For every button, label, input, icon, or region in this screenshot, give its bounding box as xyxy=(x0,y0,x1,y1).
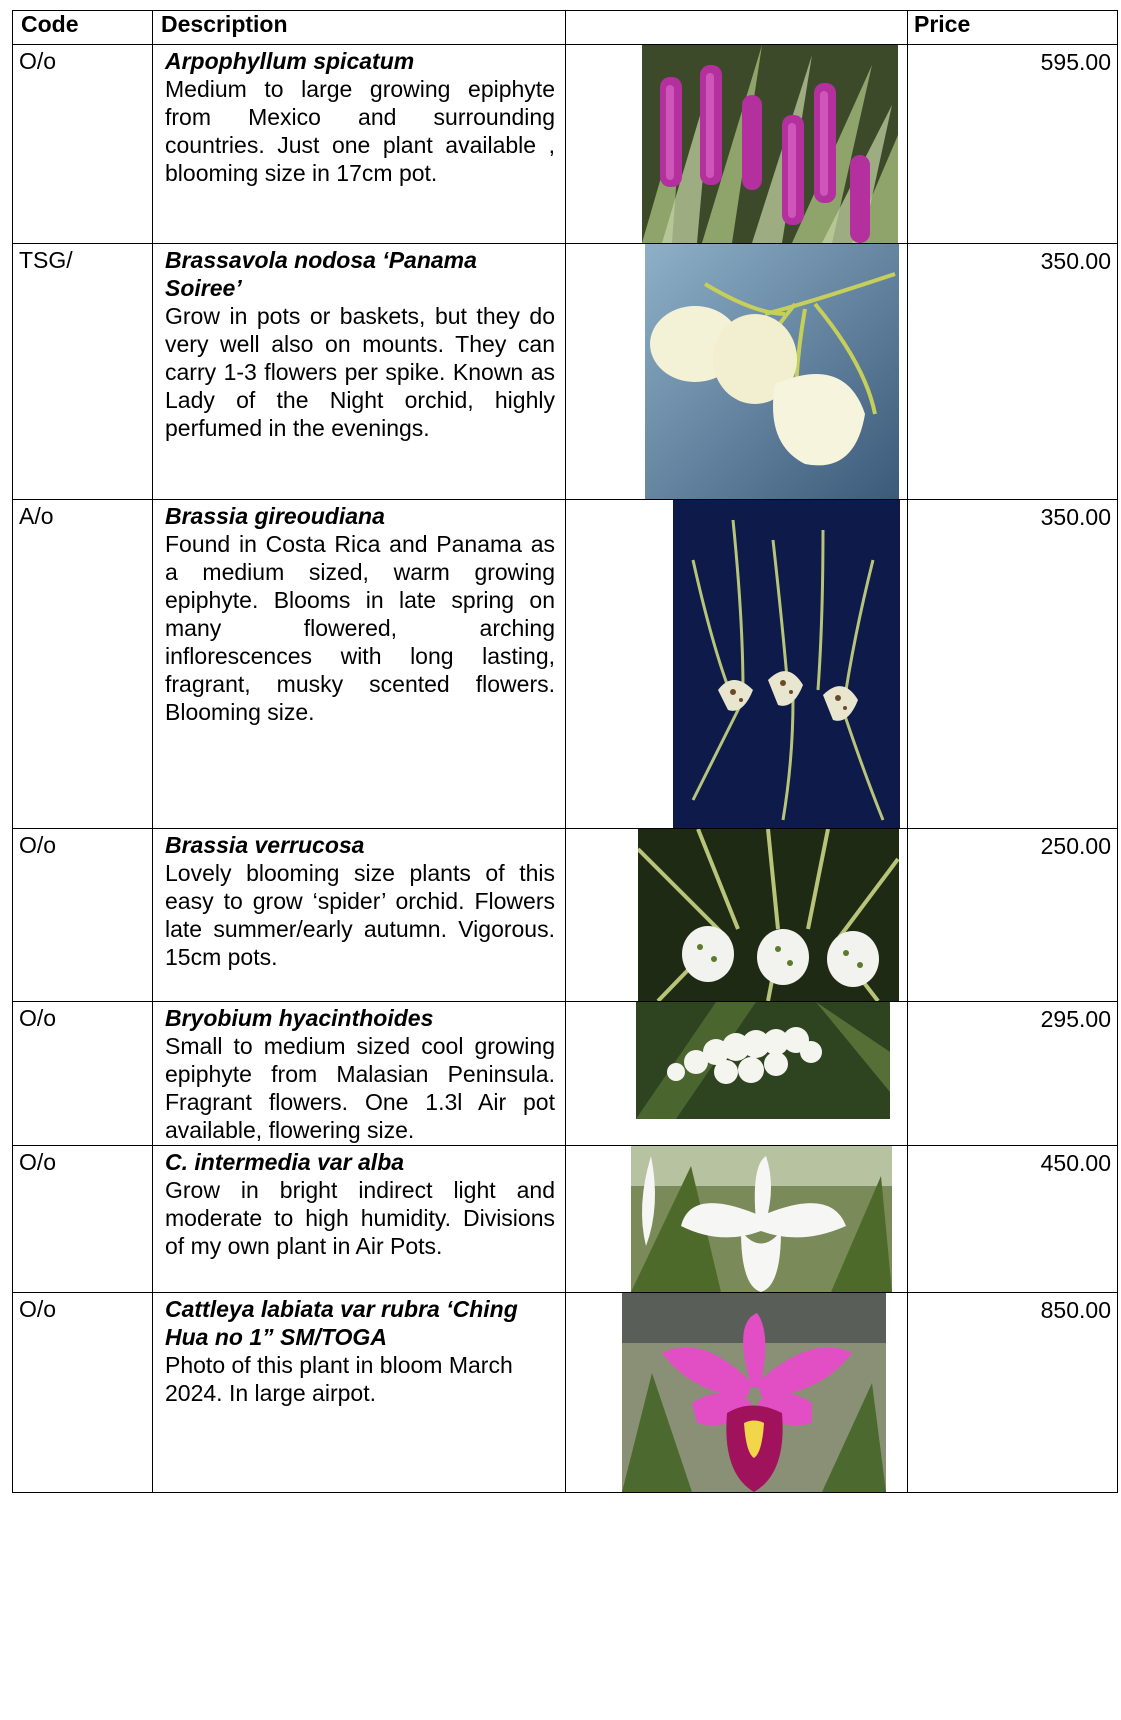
item-name: Brassia verrucosa xyxy=(165,832,365,858)
header-code: Code xyxy=(13,11,153,45)
item-name: C. intermedia var alba xyxy=(165,1149,405,1175)
item-name: Brassavola nodosa ‘Panama Soiree’ xyxy=(165,247,477,301)
spider-orchid-green-photo xyxy=(638,829,899,1001)
pink-cattleya-photo xyxy=(622,1293,886,1492)
item-price: 450.00 xyxy=(908,1146,1118,1293)
item-code: O/o xyxy=(13,1293,153,1493)
item-code: O/o xyxy=(13,1002,153,1146)
item-description xyxy=(153,500,566,829)
image-cell xyxy=(566,244,908,500)
header-description: Description xyxy=(153,11,566,45)
table-row xyxy=(13,829,1118,1002)
white-cattleya-photo xyxy=(631,1146,892,1292)
header-row xyxy=(13,11,1118,45)
spider-orchid-dark-photo xyxy=(673,500,900,828)
item-text: Grow in bright indirect light and moderate to high humidity. Divisions of my own plant in Air Pots. xyxy=(165,1177,555,1259)
item-price: 250.00 xyxy=(908,829,1118,1002)
image-cell xyxy=(566,829,908,1002)
item-price: 350.00 xyxy=(908,244,1118,500)
table-row xyxy=(13,500,1118,829)
item-description xyxy=(153,244,566,500)
image-cell xyxy=(566,1293,908,1493)
item-text: Lovely blooming size plants of this easy to grow ‘spider’ orchid. Flowers late summer/early autumn. Vigorous. 15cm pots. xyxy=(165,860,555,970)
item-text: Small to medium sized cool growing epiphyte from Malasian Peninsula. Fragrant flowers. One 1.3l Air pot available, flowering size. xyxy=(165,1033,555,1143)
white-brassavola-photo xyxy=(645,244,899,499)
item-code: A/o xyxy=(13,500,153,829)
table-row xyxy=(13,1146,1118,1293)
item-code: TSG/ xyxy=(13,244,153,500)
item-price: 850.00 xyxy=(908,1293,1118,1493)
item-price: 595.00 xyxy=(908,45,1118,244)
image-cell xyxy=(566,500,908,829)
item-name: Brassia gireoudiana xyxy=(165,503,385,529)
header-image xyxy=(566,11,908,45)
image-cell xyxy=(566,45,908,244)
item-description xyxy=(153,829,566,1002)
image-cell xyxy=(566,1146,908,1293)
header-price: Price xyxy=(908,11,1118,45)
table-row xyxy=(13,1002,1118,1146)
table-row xyxy=(13,45,1118,244)
item-code: O/o xyxy=(13,45,153,244)
table-row xyxy=(13,244,1118,500)
item-text: Found in Costa Rica and Panama as a medium sized, warm growing epiphyte. Blooms in late spring on many flowered, arching inflorescences with long lasting, fragrant, musky scented flowers. Blooming size. xyxy=(165,531,555,725)
item-text: Grow in pots or baskets, but they do very well also on mounts. They can carry 1-3 flowers per spike. Known as Lady of the Night orchid, highly perfumed in the evenings. xyxy=(165,303,555,441)
item-name: Arpophyllum spicatum xyxy=(165,48,415,74)
purple-spike-orchid-photo xyxy=(642,45,898,243)
item-code: O/o xyxy=(13,1146,153,1293)
item-description xyxy=(153,45,566,244)
item-text: Photo of this plant in bloom March 2024. In large airpot. xyxy=(165,1352,513,1406)
white-cluster-orchid-photo xyxy=(636,1002,890,1119)
item-price: 295.00 xyxy=(908,1002,1118,1146)
price-list-table xyxy=(12,10,1118,1493)
item-name: Bryobium hyacinthoides xyxy=(165,1005,434,1031)
item-name: Cattleya labiata var rubra ‘Ching Hua no 1” SM/TOGA xyxy=(165,1296,518,1350)
item-text: Medium to large growing epiphyte from Mexico and surrounding countries. Just one plant available , blooming size in 17cm pot. xyxy=(165,76,555,186)
item-description xyxy=(153,1293,566,1493)
item-price: 350.00 xyxy=(908,500,1118,829)
item-description xyxy=(153,1146,566,1293)
image-cell xyxy=(566,1002,908,1146)
item-code: O/o xyxy=(13,829,153,1002)
item-description xyxy=(153,1002,566,1146)
table-row xyxy=(13,1293,1118,1493)
